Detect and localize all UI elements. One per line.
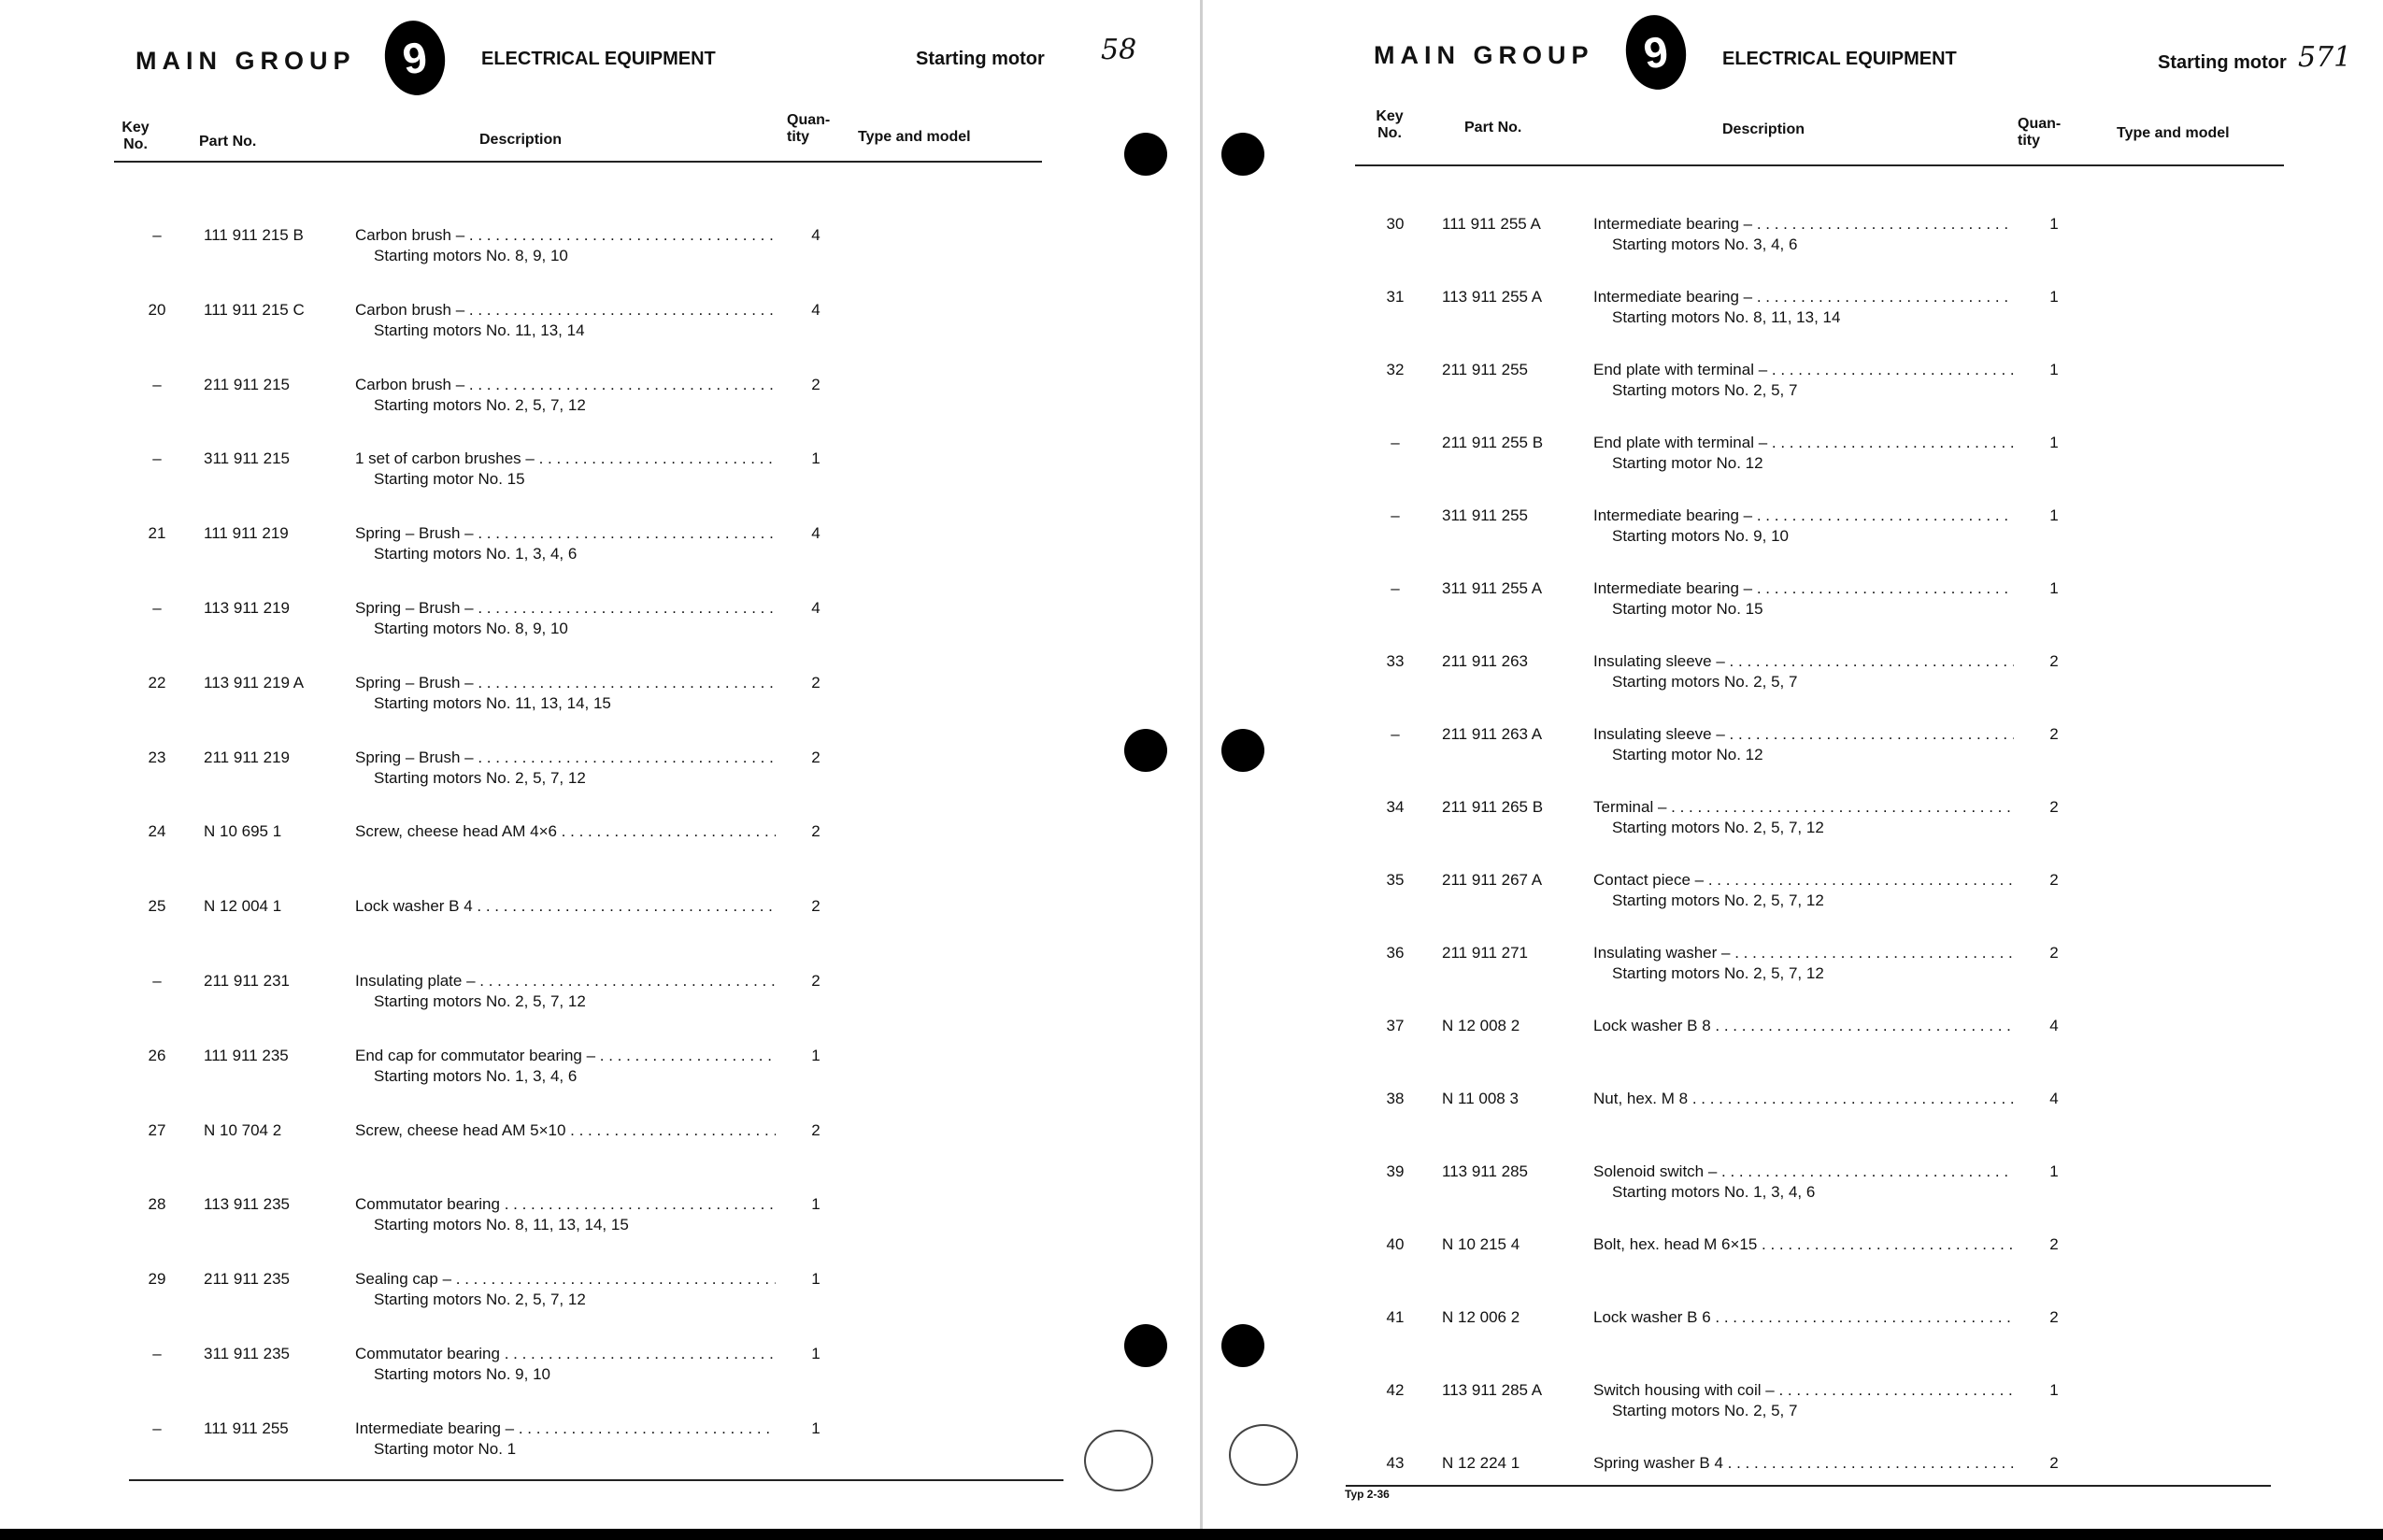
quantity: 1	[2049, 579, 2059, 597]
group-number-badge: 9	[380, 17, 450, 99]
key-number: 32	[1386, 361, 1405, 378]
quantity: 2	[2049, 725, 2059, 743]
column-header-part-no: Part No.	[1464, 120, 1522, 135]
quantity: 4	[811, 300, 820, 319]
quantity: 1	[811, 1345, 820, 1362]
key-number: 20	[148, 300, 166, 319]
part-description: Intermediate bearing – . . .	[1593, 215, 2014, 234]
parts-list-row	[1367, 1235, 2077, 1282]
binder-hole	[1221, 1324, 1264, 1367]
part-description: Terminal – . . .	[1593, 798, 2014, 817]
parts-list-row	[129, 524, 839, 571]
parts-list-row	[129, 897, 839, 944]
footer-rule	[1346, 1485, 2271, 1487]
key-number: 27	[148, 1120, 166, 1139]
part-number: 211 911 231	[204, 972, 291, 990]
key-number: 21	[148, 524, 166, 543]
parts-list-row	[129, 972, 839, 1019]
column-header-quantity: Quan- tity	[2018, 116, 2062, 149]
parts-list-row	[129, 599, 839, 646]
parts-list-row	[1367, 434, 2077, 480]
part-description: Insulating sleeve – . . .	[1593, 652, 2014, 671]
part-description: Spring – Brush – . . .	[355, 524, 776, 543]
part-number: 211 911 267 A	[1442, 871, 1543, 889]
applicable-models: Starting motors No. 2, 5, 7, 12	[374, 992, 586, 1010]
applicable-models: Starting motor No. 12	[1612, 454, 1763, 472]
applicable-models: Starting motors No. 2, 5, 7	[1612, 673, 1798, 691]
key-number: 30	[1386, 215, 1405, 233]
part-description: Insulating plate – . . .	[355, 972, 776, 991]
header-rule	[114, 161, 1042, 163]
quantity: 2	[2049, 871, 2059, 889]
part-number: N 12 008 2	[1442, 1017, 1520, 1034]
key-number: 29	[148, 1270, 166, 1289]
part-description: Screw, cheese head AM 5×10 . . .	[355, 1121, 776, 1140]
parts-list-row	[1367, 1162, 2077, 1209]
part-number: N 12 004 1	[204, 897, 282, 916]
part-number: 311 911 235	[204, 1345, 291, 1362]
footer-code: Typ 2-36	[1345, 1488, 1390, 1501]
part-number: 113 911 255 A	[1442, 288, 1543, 306]
part-number: 111 911 219	[204, 524, 289, 543]
key-number: 34	[1386, 798, 1405, 816]
part-number: 211 911 265 B	[1442, 798, 1544, 816]
key-number: –	[152, 599, 162, 617]
part-description: Nut, hex. M 8 . . .	[1593, 1090, 2014, 1108]
part-description: Insulating sleeve – . . .	[1593, 725, 2014, 744]
binder-hole	[1124, 133, 1167, 176]
parts-list-row	[1367, 288, 2077, 335]
part-description: Lock washer B 8 . . .	[1593, 1017, 2014, 1035]
part-number: 113 911 285 A	[1442, 1381, 1543, 1399]
part-description: Lock washer B 6 . . .	[1593, 1308, 2014, 1327]
part-description: Bolt, hex. head M 6×15 . . .	[1593, 1235, 2014, 1254]
quantity: 1	[2049, 506, 2059, 524]
main-group-title: MAIN GROUP	[136, 47, 356, 75]
applicable-models: Starting motor No. 15	[1612, 600, 1763, 618]
column-header-type-model: Type and model	[2117, 125, 2230, 141]
parts-list-row	[129, 674, 839, 720]
binder-ring	[1229, 1424, 1298, 1486]
quantity: 4	[811, 524, 820, 543]
part-description: Intermediate bearing – . . .	[355, 1419, 776, 1438]
parts-list-row	[129, 749, 839, 795]
group-number-badge: 9	[1621, 11, 1691, 93]
quantity: 2	[811, 1120, 820, 1139]
part-number: 113 911 219	[204, 599, 291, 617]
quantity: 2	[2049, 798, 2059, 816]
column-header-quantity: Quan- tity	[787, 112, 831, 145]
part-description: Commutator bearing . . .	[355, 1195, 776, 1214]
part-number: 211 911 263 A	[1442, 725, 1543, 743]
part-number: 311 911 255 A	[1442, 579, 1543, 597]
key-number: 40	[1386, 1235, 1405, 1253]
parts-list-row	[1367, 725, 2077, 772]
parts-list-row	[129, 1419, 839, 1466]
part-description: 1 set of carbon brushes – . . .	[355, 449, 776, 468]
part-description: End cap for commutator bearing – . . .	[355, 1047, 776, 1065]
part-description: Intermediate bearing – . . .	[1593, 288, 2014, 307]
quantity: 2	[2049, 652, 2059, 670]
page-number: 571	[2298, 41, 2352, 74]
part-description: Insulating washer – . . .	[1593, 944, 2014, 962]
applicable-models: Starting motors No. 11, 13, 14	[374, 321, 585, 339]
key-number: 42	[1386, 1381, 1405, 1399]
part-number: N 10 704 2	[204, 1120, 282, 1139]
part-number: N 12 224 1	[1442, 1454, 1520, 1472]
applicable-models: Starting motors No. 2, 5, 7, 12	[374, 395, 586, 414]
parts-list-row	[129, 1345, 839, 1391]
column-header-part-no: Part No.	[199, 134, 257, 150]
applicable-models: Starting motor No. 12	[1612, 746, 1763, 763]
quantity: 1	[811, 449, 820, 468]
quantity: 2	[811, 673, 820, 692]
key-number: 41	[1386, 1308, 1405, 1326]
parts-list-row	[1367, 215, 2077, 262]
binder-hole	[1124, 729, 1167, 772]
parts-list-row	[129, 1121, 839, 1168]
part-number: 211 911 255	[1442, 361, 1529, 378]
column-header-key-no: Key No.	[1376, 108, 1404, 141]
page-number: 58	[1101, 34, 1137, 66]
part-description: Spring – Brush – . . .	[355, 599, 776, 618]
part-description: Intermediate bearing – . . .	[1593, 506, 2014, 525]
binder-hole	[1221, 729, 1264, 772]
parts-list-row	[129, 226, 839, 273]
quantity: 2	[811, 972, 820, 990]
applicable-models: Starting motors No. 1, 3, 4, 6	[374, 1066, 578, 1085]
quantity: 4	[2049, 1090, 2059, 1107]
part-description: Spring washer B 4 . . .	[1593, 1454, 2014, 1473]
part-number: 111 911 215 C	[204, 300, 305, 319]
applicable-models: Starting motor No. 15	[374, 470, 525, 489]
part-description: Spring – Brush – . . .	[355, 674, 776, 692]
applicable-models: Starting motors No. 9, 10	[374, 1365, 550, 1383]
key-number: –	[1391, 506, 1400, 524]
applicable-models: Starting motors No. 8, 11, 13, 14, 15	[374, 1216, 629, 1234]
part-number: N 11 008 3	[1442, 1090, 1519, 1107]
key-number: 33	[1386, 652, 1405, 670]
quantity: 2	[2049, 944, 2059, 962]
part-description: Lock washer B 4 . . .	[355, 897, 776, 916]
applicable-models: Starting motors No. 2, 5, 7, 12	[1612, 819, 1824, 836]
part-number: 113 911 235	[204, 1195, 291, 1214]
quantity: 2	[811, 375, 820, 393]
part-description: End plate with terminal – . . .	[1593, 361, 2014, 379]
quantity: 1	[2049, 288, 2059, 306]
quantity: 2	[811, 822, 820, 841]
key-number: 43	[1386, 1454, 1405, 1472]
column-header-description: Description	[1722, 121, 1805, 137]
quantity: 1	[2049, 1381, 2059, 1399]
quantity: 1	[811, 1195, 820, 1214]
applicable-models: Starting motors No. 1, 3, 4, 6	[1612, 1183, 1816, 1201]
applicable-models: Starting motors No. 8, 11, 13, 14	[1612, 308, 1841, 326]
parts-list-row	[1367, 1308, 2077, 1355]
parts-list-row	[1367, 1090, 2077, 1136]
key-number: –	[152, 375, 162, 393]
parts-list-row	[1367, 871, 2077, 918]
key-number: 37	[1386, 1017, 1405, 1034]
quantity: 4	[811, 599, 820, 617]
quantity: 4	[2049, 1017, 2059, 1034]
part-number: 111 911 235	[204, 1046, 289, 1064]
parts-list-row	[1367, 361, 2077, 407]
header-rule	[1355, 164, 2284, 166]
part-description: Carbon brush – . . .	[355, 301, 776, 320]
key-number: 39	[1386, 1162, 1405, 1180]
applicable-models: Starting motors No. 1, 3, 4, 6	[374, 545, 578, 563]
scan-bottom-edge	[0, 1529, 2383, 1540]
right-page	[1203, 0, 2383, 1529]
part-description: Screw, cheese head AM 4×6 . . .	[355, 822, 776, 841]
applicable-models: Starting motors No. 2, 5, 7	[1612, 1402, 1798, 1419]
applicable-models: Starting motors No. 2, 5, 7, 12	[374, 1290, 586, 1309]
quantity: 1	[2049, 434, 2059, 451]
part-number: 311 911 255	[1442, 506, 1529, 524]
key-number: –	[1391, 725, 1400, 743]
parts-list-row	[1367, 1381, 2077, 1428]
parts-list-row	[1367, 1454, 2077, 1501]
applicable-models: Starting motors No. 11, 13, 14, 15	[374, 693, 611, 712]
quantity: 1	[2049, 215, 2059, 233]
quantity: 2	[2049, 1308, 2059, 1326]
parts-list-row	[129, 301, 839, 348]
part-number: 113 911 285	[1442, 1162, 1529, 1180]
key-number: –	[152, 226, 162, 244]
applicable-models: Starting motors No. 8, 9, 10	[374, 247, 568, 264]
part-number: 111 911 255 A	[1442, 215, 1541, 233]
key-number: –	[152, 972, 162, 990]
parts-list-row	[129, 1195, 839, 1242]
quantity: 2	[811, 748, 820, 766]
part-description: Solenoid switch – . . .	[1593, 1162, 2014, 1181]
part-number: 211 911 235	[204, 1270, 291, 1289]
applicable-models: Starting motors No. 8, 9, 10	[374, 620, 568, 637]
subsection-title: Starting motor	[916, 49, 1045, 69]
part-number: 211 911 263	[1442, 652, 1529, 670]
key-number: 38	[1386, 1090, 1405, 1107]
quantity: 4	[811, 226, 820, 244]
applicable-models: Starting motor No. 1	[374, 1439, 517, 1458]
part-description: Spring – Brush – . . .	[355, 749, 776, 767]
applicable-models: Starting motors No. 3, 4, 6	[1612, 235, 1798, 253]
part-number: 113 911 219 A	[204, 673, 305, 692]
key-number: 26	[148, 1046, 166, 1064]
part-description: Sealing cap – . . .	[355, 1270, 776, 1289]
part-description: Carbon brush – . . .	[355, 376, 776, 394]
section-title: ELECTRICAL EQUIPMENT	[481, 49, 716, 69]
part-description: End plate with terminal – . . .	[1593, 434, 2014, 452]
quantity: 1	[2049, 361, 2059, 378]
parts-list-row	[1367, 944, 2077, 991]
part-number: 211 911 215	[204, 375, 291, 393]
quantity: 1	[811, 1046, 820, 1064]
subsection-title: Starting motor	[2158, 52, 2287, 73]
binder-ring	[1084, 1430, 1153, 1491]
parts-list-row	[1367, 652, 2077, 699]
key-number: 35	[1386, 871, 1405, 889]
parts-list-row	[1367, 1017, 2077, 1063]
parts-list-row	[1367, 798, 2077, 845]
quantity: 2	[2049, 1235, 2059, 1253]
footer-rule	[129, 1479, 1063, 1481]
parts-list-row	[129, 1270, 839, 1317]
key-number: –	[1391, 579, 1400, 597]
quantity: 1	[811, 1270, 820, 1289]
column-header-type-model: Type and model	[858, 129, 971, 145]
part-description: Switch housing with coil – . . .	[1593, 1381, 2014, 1400]
parts-list-row	[1367, 579, 2077, 626]
applicable-models: Starting motors No. 2, 5, 7, 12	[1612, 964, 1824, 982]
quantity: 2	[811, 897, 820, 916]
part-number: 211 911 219	[204, 748, 291, 766]
key-number: 36	[1386, 944, 1405, 962]
key-number: 24	[148, 822, 166, 841]
key-number: 22	[148, 673, 166, 692]
parts-list-row	[129, 1047, 839, 1093]
key-number: –	[152, 1419, 162, 1437]
applicable-models: Starting motors No. 2, 5, 7	[1612, 381, 1798, 399]
key-number: –	[1391, 434, 1400, 451]
key-number: –	[152, 449, 162, 468]
applicable-models: Starting motors No. 9, 10	[1612, 527, 1789, 545]
key-number: 28	[148, 1195, 166, 1214]
key-number: 31	[1386, 288, 1405, 306]
part-description: Intermediate bearing – . . .	[1593, 579, 2014, 598]
key-number: 25	[148, 897, 166, 916]
quantity: 2	[2049, 1454, 2059, 1472]
applicable-models: Starting motors No. 2, 5, 7, 12	[1612, 891, 1824, 909]
part-number: 311 911 215	[204, 449, 291, 468]
key-number: –	[152, 1345, 162, 1362]
applicable-models: Starting motors No. 2, 5, 7, 12	[374, 768, 586, 787]
section-title: ELECTRICAL EQUIPMENT	[1722, 49, 1957, 69]
part-number: N 10 695 1	[204, 822, 282, 841]
part-description: Carbon brush – . . .	[355, 226, 776, 245]
parts-list-row	[129, 376, 839, 422]
quantity: 1	[811, 1419, 820, 1437]
part-number: 111 911 255	[204, 1419, 289, 1437]
key-number: 23	[148, 748, 166, 766]
part-number: 211 911 255 B	[1442, 434, 1544, 451]
column-header-key-no: Key No.	[121, 120, 150, 152]
quantity: 1	[2049, 1162, 2059, 1180]
part-number: 111 911 215 B	[204, 226, 304, 244]
main-group-title: MAIN GROUP	[1374, 41, 1594, 69]
binder-hole	[1221, 133, 1264, 176]
parts-list-row	[129, 822, 839, 869]
column-header-description: Description	[479, 132, 563, 148]
part-number: 211 911 271	[1442, 944, 1529, 962]
binder-hole	[1124, 1324, 1167, 1367]
parts-list-row	[129, 449, 839, 496]
part-description: Commutator bearing . . .	[355, 1345, 776, 1363]
part-description: Contact piece – . . .	[1593, 871, 2014, 890]
part-number: N 10 215 4	[1442, 1235, 1520, 1253]
parts-list-row	[1367, 506, 2077, 553]
part-number: N 12 006 2	[1442, 1308, 1520, 1326]
